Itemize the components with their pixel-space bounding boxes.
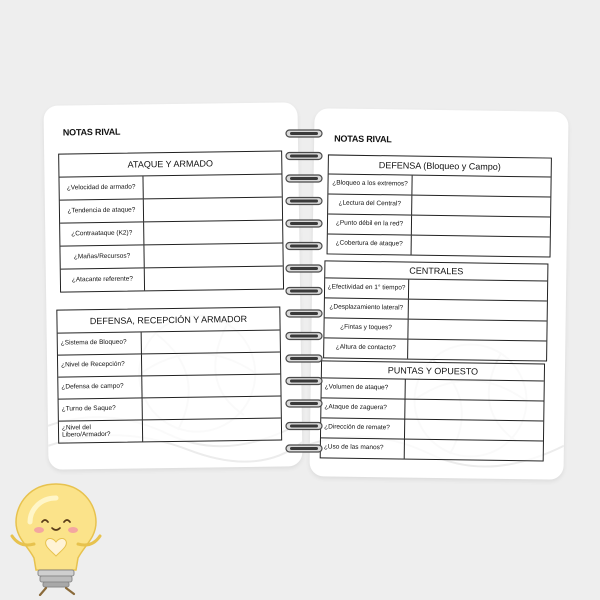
spiral-ring	[286, 355, 322, 362]
centrales-table	[323, 260, 548, 361]
notes-field[interactable]	[405, 420, 543, 441]
row-label: ¿Dirección de remate?	[321, 418, 405, 438]
attack-table	[58, 150, 284, 292]
spiral-ring	[286, 333, 322, 340]
row-label: ¿Lectura del Central?	[328, 194, 412, 214]
defense-reception-table	[56, 307, 282, 444]
row-label: ¿Cobertura de ataque?	[328, 234, 412, 254]
section-header: DEFENSA (Bloqueo y Campo)	[329, 155, 551, 177]
left-notebook-page	[43, 102, 302, 470]
table-row	[59, 419, 281, 443]
notes-field[interactable]	[406, 380, 544, 401]
spiral-ring	[286, 445, 322, 452]
spiral-ring	[286, 310, 322, 317]
page-title: NOTAS RIVAL	[62, 126, 121, 138]
row-label: ¿Turno de Saque?	[59, 398, 143, 420]
row-label: ¿Nivel del Libero/Armador?	[59, 420, 143, 442]
row-label: ¿Velocidad de armado?	[59, 176, 143, 199]
section-header: PUNTAS Y OPUESTO	[322, 361, 544, 381]
spiral-ring	[286, 198, 322, 205]
puntas-opuesto-table	[320, 360, 545, 461]
row-label: ¿Contraataque (K2)?	[60, 222, 144, 245]
spiral-ring	[286, 288, 322, 295]
row-label: ¿Defensa de campo?	[58, 376, 142, 398]
notes-field[interactable]	[405, 400, 543, 421]
spiral-ring	[286, 243, 322, 250]
notes-field[interactable]	[409, 300, 547, 321]
row-label: ¿Nivel de Recepción?	[58, 354, 142, 376]
spiral-binding-icon	[282, 124, 326, 464]
row-label: ¿Atacante referente?	[61, 268, 145, 291]
table-row	[321, 438, 543, 460]
notes-field[interactable]	[412, 236, 550, 257]
row-label: ¿Tendencia de ataque?	[60, 199, 144, 222]
row-label: ¿Desplazamiento lateral?	[325, 298, 409, 318]
notes-field[interactable]	[408, 320, 546, 341]
row-label: ¿Efectividad en 1° tiempo?	[325, 278, 409, 298]
table-row	[60, 243, 282, 269]
notes-field[interactable]	[145, 266, 283, 290]
notes-field[interactable]	[142, 331, 280, 354]
table-row	[328, 234, 550, 256]
spiral-ring	[286, 265, 322, 272]
spiral-ring	[286, 175, 322, 182]
spiral-ring	[286, 400, 322, 407]
notes-field[interactable]	[144, 220, 282, 244]
table-row	[58, 375, 280, 400]
spiral-ring	[286, 130, 322, 137]
notes-field[interactable]	[409, 280, 547, 301]
notes-field[interactable]	[142, 353, 280, 376]
spiral-ring	[286, 423, 322, 430]
table-row	[324, 338, 546, 360]
table-row	[59, 397, 281, 422]
notes-field[interactable]	[142, 375, 280, 398]
notes-field[interactable]	[412, 196, 550, 217]
table-row	[58, 353, 280, 378]
lightbulb-mascot-icon	[6, 478, 106, 596]
page-title: NOTAS RIVAL	[334, 133, 392, 145]
row-label: ¿Mañas/Recursos?	[60, 245, 144, 268]
notes-field[interactable]	[143, 419, 281, 442]
row-label: ¿Uso de las manos?	[321, 438, 405, 458]
notes-field[interactable]	[143, 397, 281, 420]
notes-field[interactable]	[412, 176, 550, 197]
notes-field[interactable]	[405, 440, 543, 461]
table-row	[59, 174, 281, 200]
section-header: DEFENSA, RECEPCIÓN Y ARMADOR	[57, 308, 279, 334]
notes-field[interactable]	[144, 243, 282, 267]
table-row	[61, 266, 283, 291]
row-label: ¿Fintas y toques?	[324, 318, 408, 338]
table-row	[60, 220, 282, 246]
spiral-ring	[286, 378, 322, 385]
row-label: ¿Sistema de Bloqueo?	[58, 332, 142, 354]
right-notebook-page	[309, 108, 568, 480]
row-label: ¿Altura de contacto?	[324, 338, 408, 358]
table-row	[58, 331, 280, 356]
section-header: ATAQUE Y ARMADO	[59, 151, 281, 177]
section-header: CENTRALES	[325, 261, 547, 281]
notes-field[interactable]	[408, 340, 546, 361]
defense-block-table	[327, 154, 552, 257]
row-label: ¿Ataque de zaguera?	[321, 398, 405, 418]
spiral-ring	[286, 220, 322, 227]
notes-field[interactable]	[412, 216, 550, 237]
notes-field[interactable]	[144, 197, 282, 221]
row-label: ¿Punto débil en la red?	[328, 214, 412, 234]
row-label: ¿Bloqueo a los extremos?	[328, 174, 412, 194]
spiral-ring	[286, 153, 322, 160]
row-label: ¿Volumen de ataque?	[322, 378, 406, 398]
notes-field[interactable]	[143, 174, 281, 198]
table-row	[60, 197, 282, 223]
